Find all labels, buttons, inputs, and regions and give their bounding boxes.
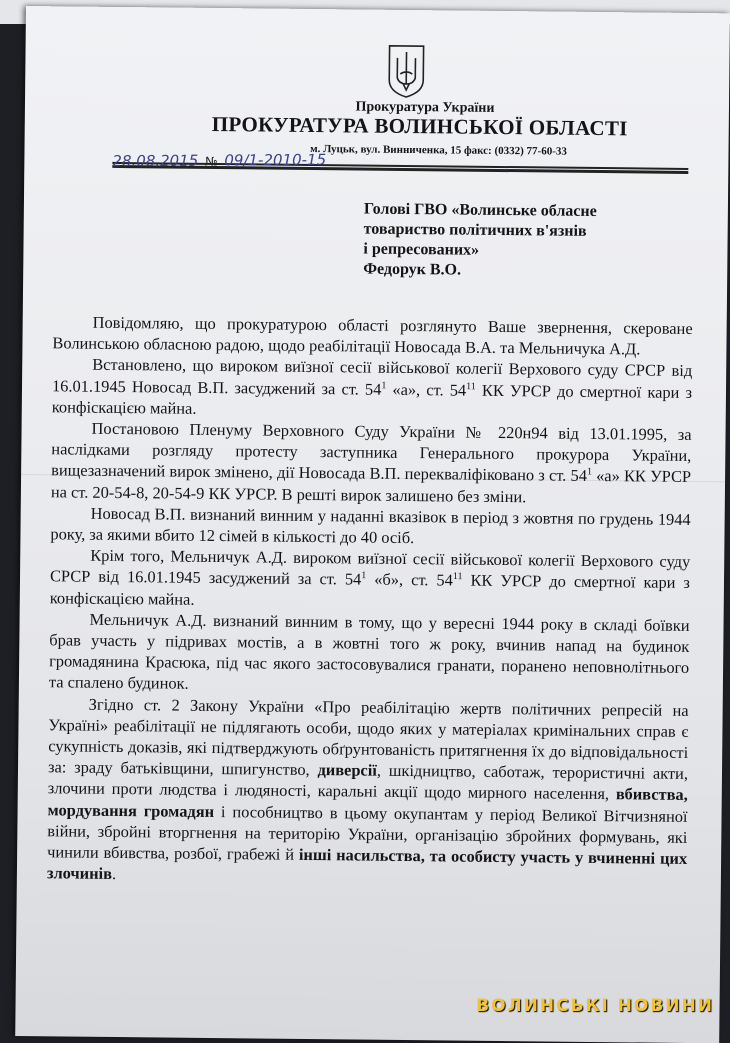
- number-sign: №: [205, 154, 218, 169]
- registration-line: [112, 150, 372, 170]
- registration-number: 09/1-2010-15: [224, 150, 327, 170]
- paragraph: Встановлено, що вироком виїзної сесії військової колегії Верхового суду СРСР від 16.01.1945 Новосад В.П. засуджений за ст. $54^1$ «а», ст. $54^{11}$ КК УРСР до смертної кари з конфіскацією майна.: [51, 355, 693, 418]
- addressee-line: і репресованих»: [363, 240, 480, 259]
- org-subtitle: Прокуратура України: [355, 99, 495, 116]
- paragraph: Повідомляю, що прокуратурою області розглянуто Ваше звернення, скероване Волинською обласною радою, щодо реабілітації Новосада В.А. та Мельничука А.Д.: [52, 312, 693, 359]
- registration-date: 28.08.2015: [112, 151, 199, 171]
- paragraph: Згідно ст. 2 Закону України «Про реабілітацію жертв політичних репресій на Україні» реабілітації не підлягають особи, щодо яких у матеріалах кримінальних справ є сукупність доказів, які підтверджують обґрунтованість притягнення їх до відповідальності за: зраду батьківщини, шпигунство, диверсії, шкідництво, саботаж, терористичні акти, злочини проти людства і людяності, каральні акції щодо мирного населення, вбивства, мордування громадян і пособництво в цьому окупантам у період Великої Вітчизняної війни, збройні вторгнення на територію України, організацію збройних формувань, які чинили вбивства, розбої, грабежі й інші насильства, та особисту участь у вчиненні цих злочинів.: [46, 694, 689, 884]
- org-address: м. Луцьк, вул. Винниченка, 15 факс: (0332) 77-60-33: [310, 142, 567, 158]
- org-title: ПРОКУРАТУРА ВОЛИНСЬКОЇ ОБЛАСТІ: [211, 111, 628, 141]
- letter-page: [15, 6, 730, 1043]
- addressee-line: товариство політичних в'язнів: [363, 220, 587, 240]
- addressee-name: Федорук В.О.: [363, 260, 462, 279]
- addressee-line: Голові ГВО «Волинське обласне: [363, 200, 597, 220]
- tryzub-coat-of-arms-icon: [387, 44, 426, 98]
- letter-body: [47, 311, 693, 890]
- addressee-block: [363, 200, 694, 283]
- paragraph: Крім того, Мельничук А.Д. вироком виїзної сесії військової колегії Верхового суду СРСР від 16.01.1945 засуджений за ст. $54^1$ «б», ст. $54^{11}$ КК УРСР до смертної кари з конфіскацією майна.: [49, 545, 691, 609]
- paragraph: Новосад В.П. визнаний винним у наданні вказівок в період з жовтня по грудень 1944 року, за якими вбито 12 сімей в кількості до 40 осіб.: [50, 503, 691, 548]
- watermark-logo: ВОЛИНСЬКІ НОВИНИ: [476, 996, 714, 1016]
- paragraph: Постановою Пленуму Верховного Суду України № 220н94 від 13.01.1995, за наслідками розгляду протесту заступника Генерального прокурора України, вищезазначений вирок змінено, дії Новосада В.П. перекваліфіковано з ст. $54^1$ «а» КК УРСР на ст. 20-54-8, 20-54-9 КК УРСР. В решті вирок залишено без зміни.: [50, 418, 692, 506]
- paragraph: Мельничук А.Д. визнаний винним в тому, що у вересні 1944 року в складі боївки брав участь у підривах мостів, а в жовтні того ж року, вчинив напад на будинок громадянина Красюка, під час якого застосовувалися гранати, поранено неповнолітнього та спалено будинок.: [48, 609, 690, 694]
